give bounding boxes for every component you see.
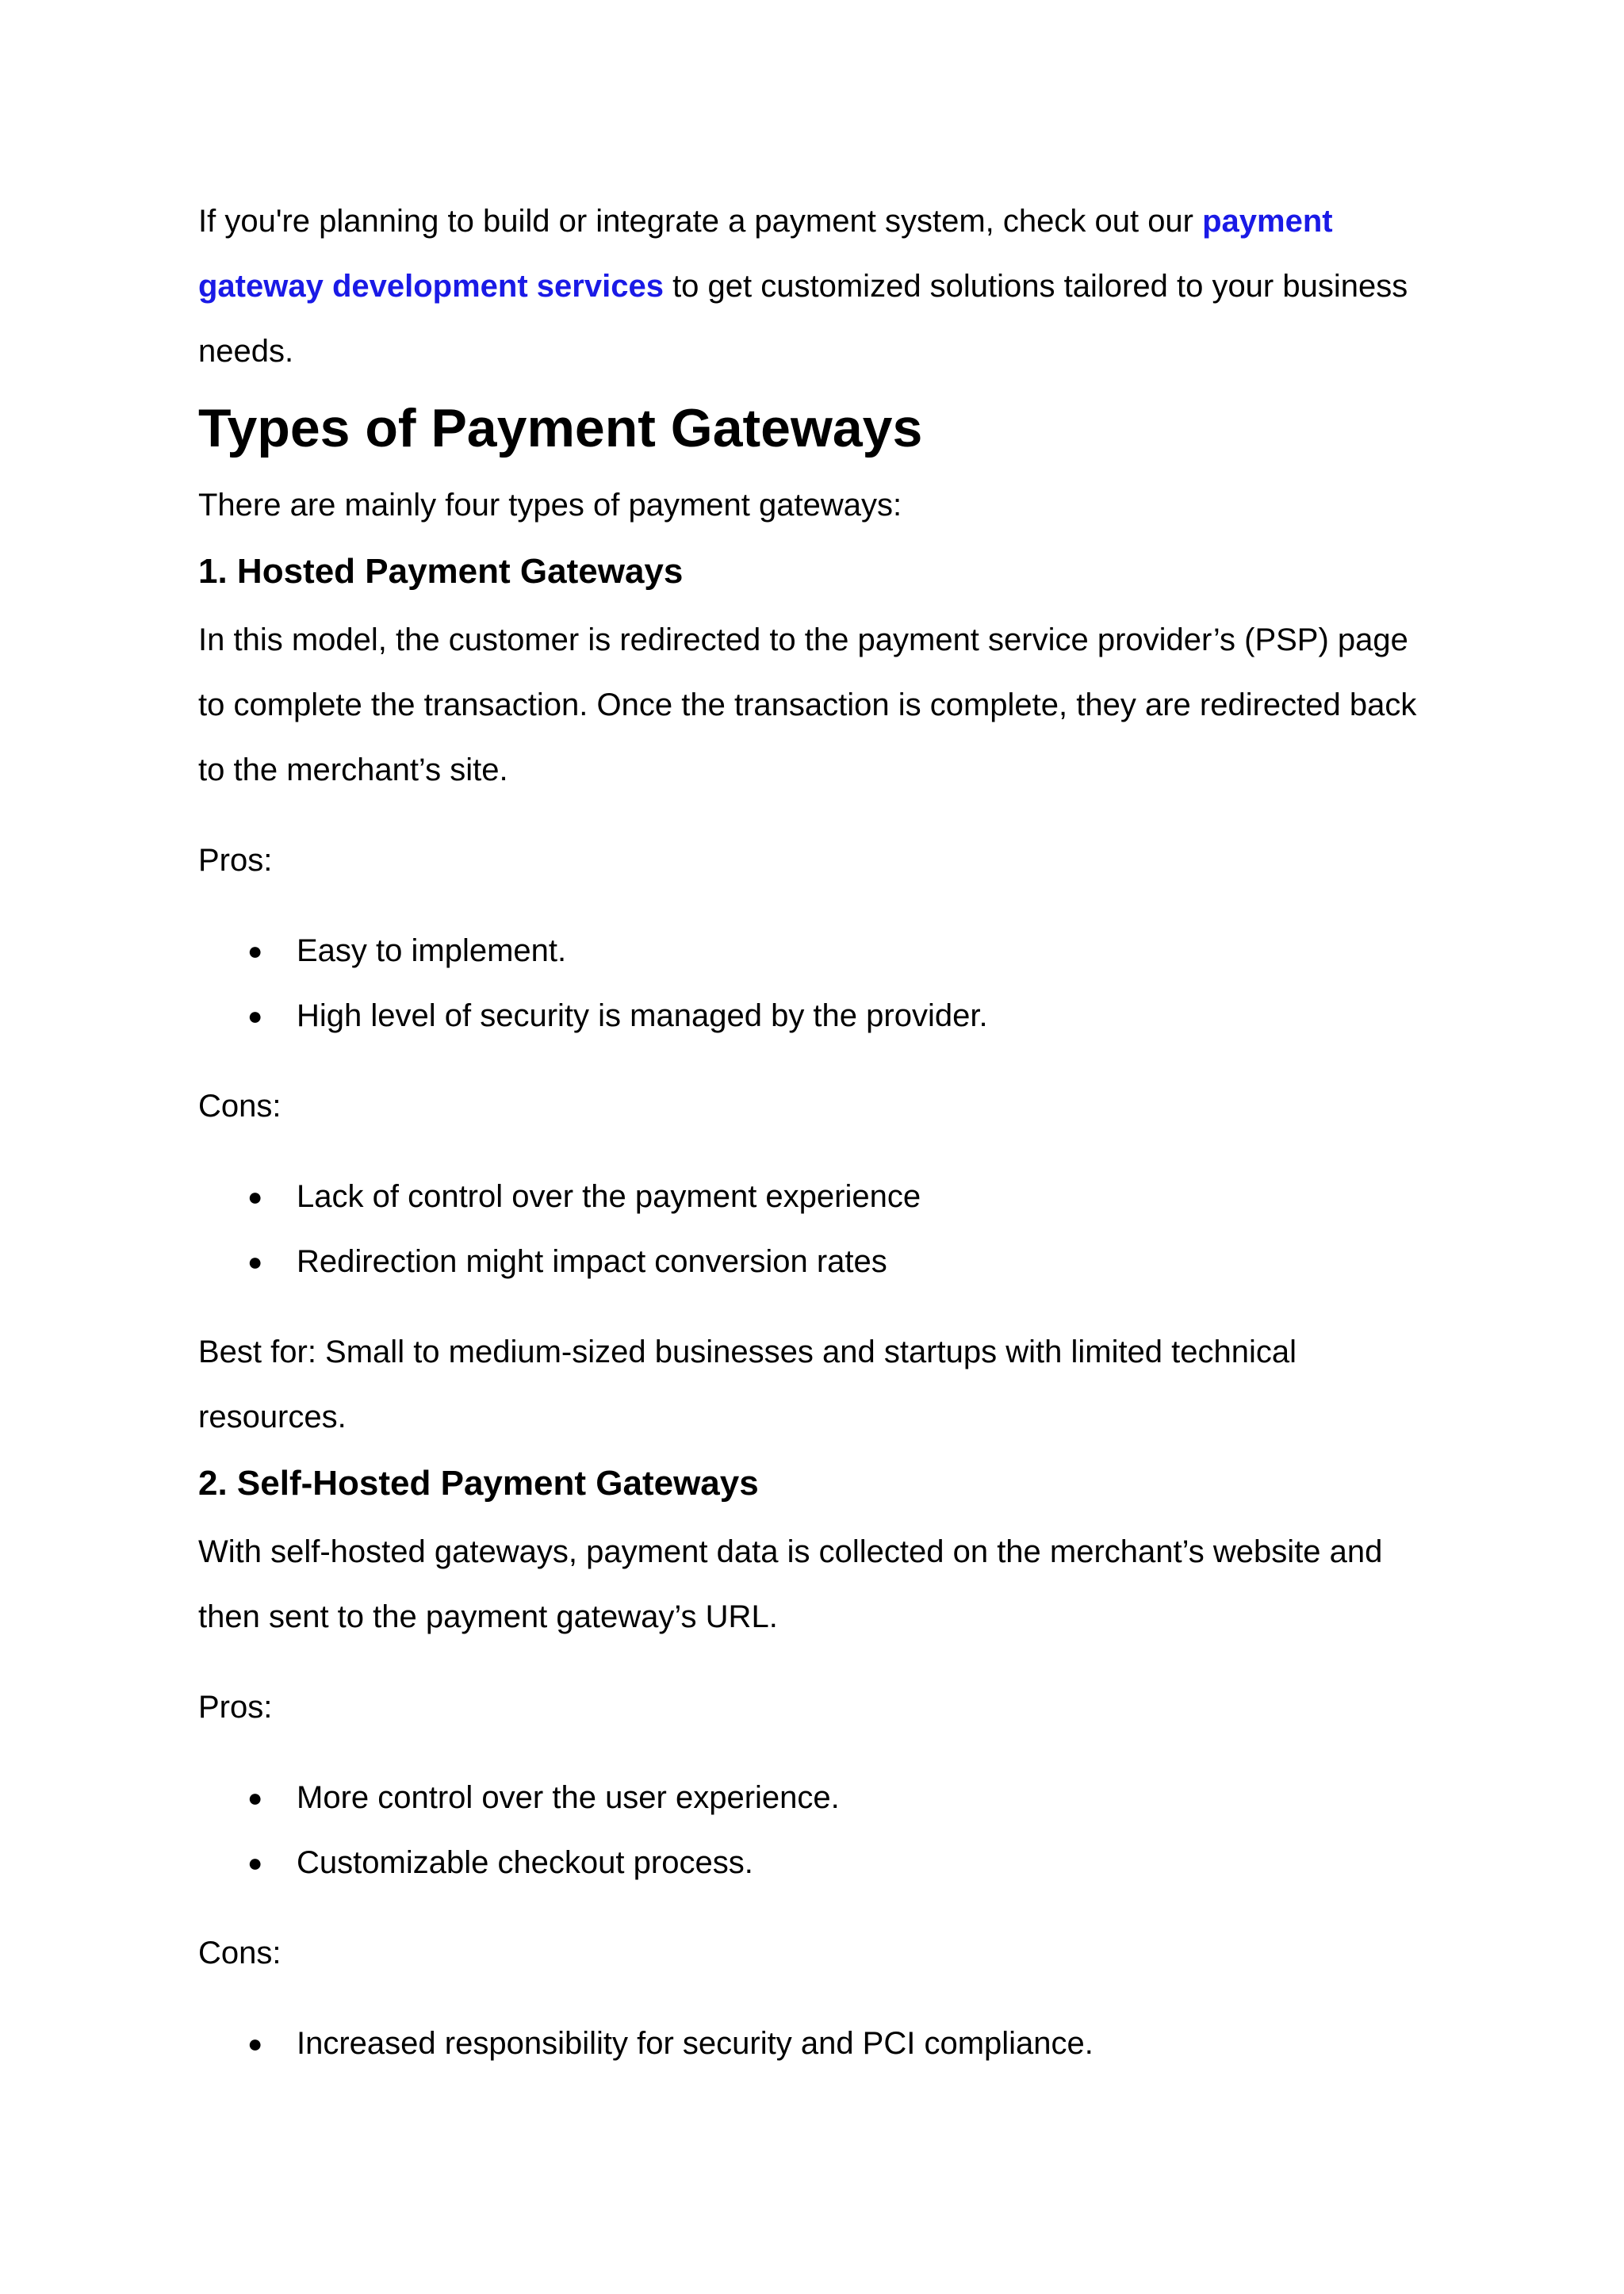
list-item-text: Easy to implement. xyxy=(297,933,567,968)
document-page xyxy=(198,189,1435,2076)
section1-pros-label: Pros: xyxy=(198,843,273,878)
list-item xyxy=(198,983,1435,1048)
intro-text-before: If you're planning to build or integrate a payment system, check out our xyxy=(198,204,1203,239)
list-item xyxy=(198,918,1435,983)
list-item-text: Customizable checkout process. xyxy=(297,1845,753,1880)
section2-pros-label: Pros: xyxy=(198,1690,273,1725)
section1-heading: 1. Hosted Payment Gateways xyxy=(198,552,684,591)
bullet-icon: ● xyxy=(247,1182,263,1211)
section1-cons-list xyxy=(198,1164,1435,1294)
list-item xyxy=(198,2011,1435,2076)
section2-cons-label: Cons: xyxy=(198,1936,282,1970)
payment-gateway-services-link[interactable]: payment gateway development services xyxy=(198,204,1333,304)
list-item-text: Lack of control over the payment experience xyxy=(297,1179,921,1214)
bullet-icon: ● xyxy=(247,2029,263,2058)
types-intro: There are mainly four types of payment gateways: xyxy=(198,488,902,523)
section1-description: In this model, the customer is redirected to the payment service provider’s (PSP) page to complete the transaction. Once the transaction is complete, they are redirected back to the merchant’s site. xyxy=(198,622,1417,787)
bullet-icon: ● xyxy=(247,1247,263,1276)
list-item xyxy=(198,1765,1435,1830)
list-item-text: Increased responsibility for security and PCI compliance. xyxy=(297,2026,1094,2061)
bullet-icon: ● xyxy=(247,1848,263,1877)
section1-pros-list xyxy=(198,918,1435,1048)
bullet-icon: ● xyxy=(247,1001,263,1030)
section1-best-for: Best for: Small to medium-sized businesses and startups with limited technical resources. xyxy=(198,1335,1297,1434)
bullet-icon: ● xyxy=(247,1783,263,1812)
main-heading: Types of Payment Gateways xyxy=(198,398,923,458)
intro-paragraph xyxy=(198,189,1435,384)
section1-cons-label: Cons: xyxy=(198,1089,282,1124)
section2-cons-list xyxy=(198,2011,1435,2076)
list-item-text: High level of security is managed by the provider. xyxy=(297,998,988,1033)
section2-heading: 2. Self-Hosted Payment Gateways xyxy=(198,1464,759,1503)
list-item xyxy=(198,1830,1435,1895)
list-item-text: More control over the user experience. xyxy=(297,1780,840,1815)
bullet-icon: ● xyxy=(247,936,263,965)
list-item-text: Redirection might impact conversion rates xyxy=(297,1244,887,1279)
section2-pros-list xyxy=(198,1765,1435,1895)
intro-text-after: to get customized solutions tailored to your business needs. xyxy=(198,269,1408,369)
section2-description: With self-hosted gateways, payment data is collected on the merchant’s website and then sent to the payment gateway’s URL. xyxy=(198,1534,1383,1634)
list-item xyxy=(198,1229,1435,1294)
list-item xyxy=(198,1164,1435,1229)
